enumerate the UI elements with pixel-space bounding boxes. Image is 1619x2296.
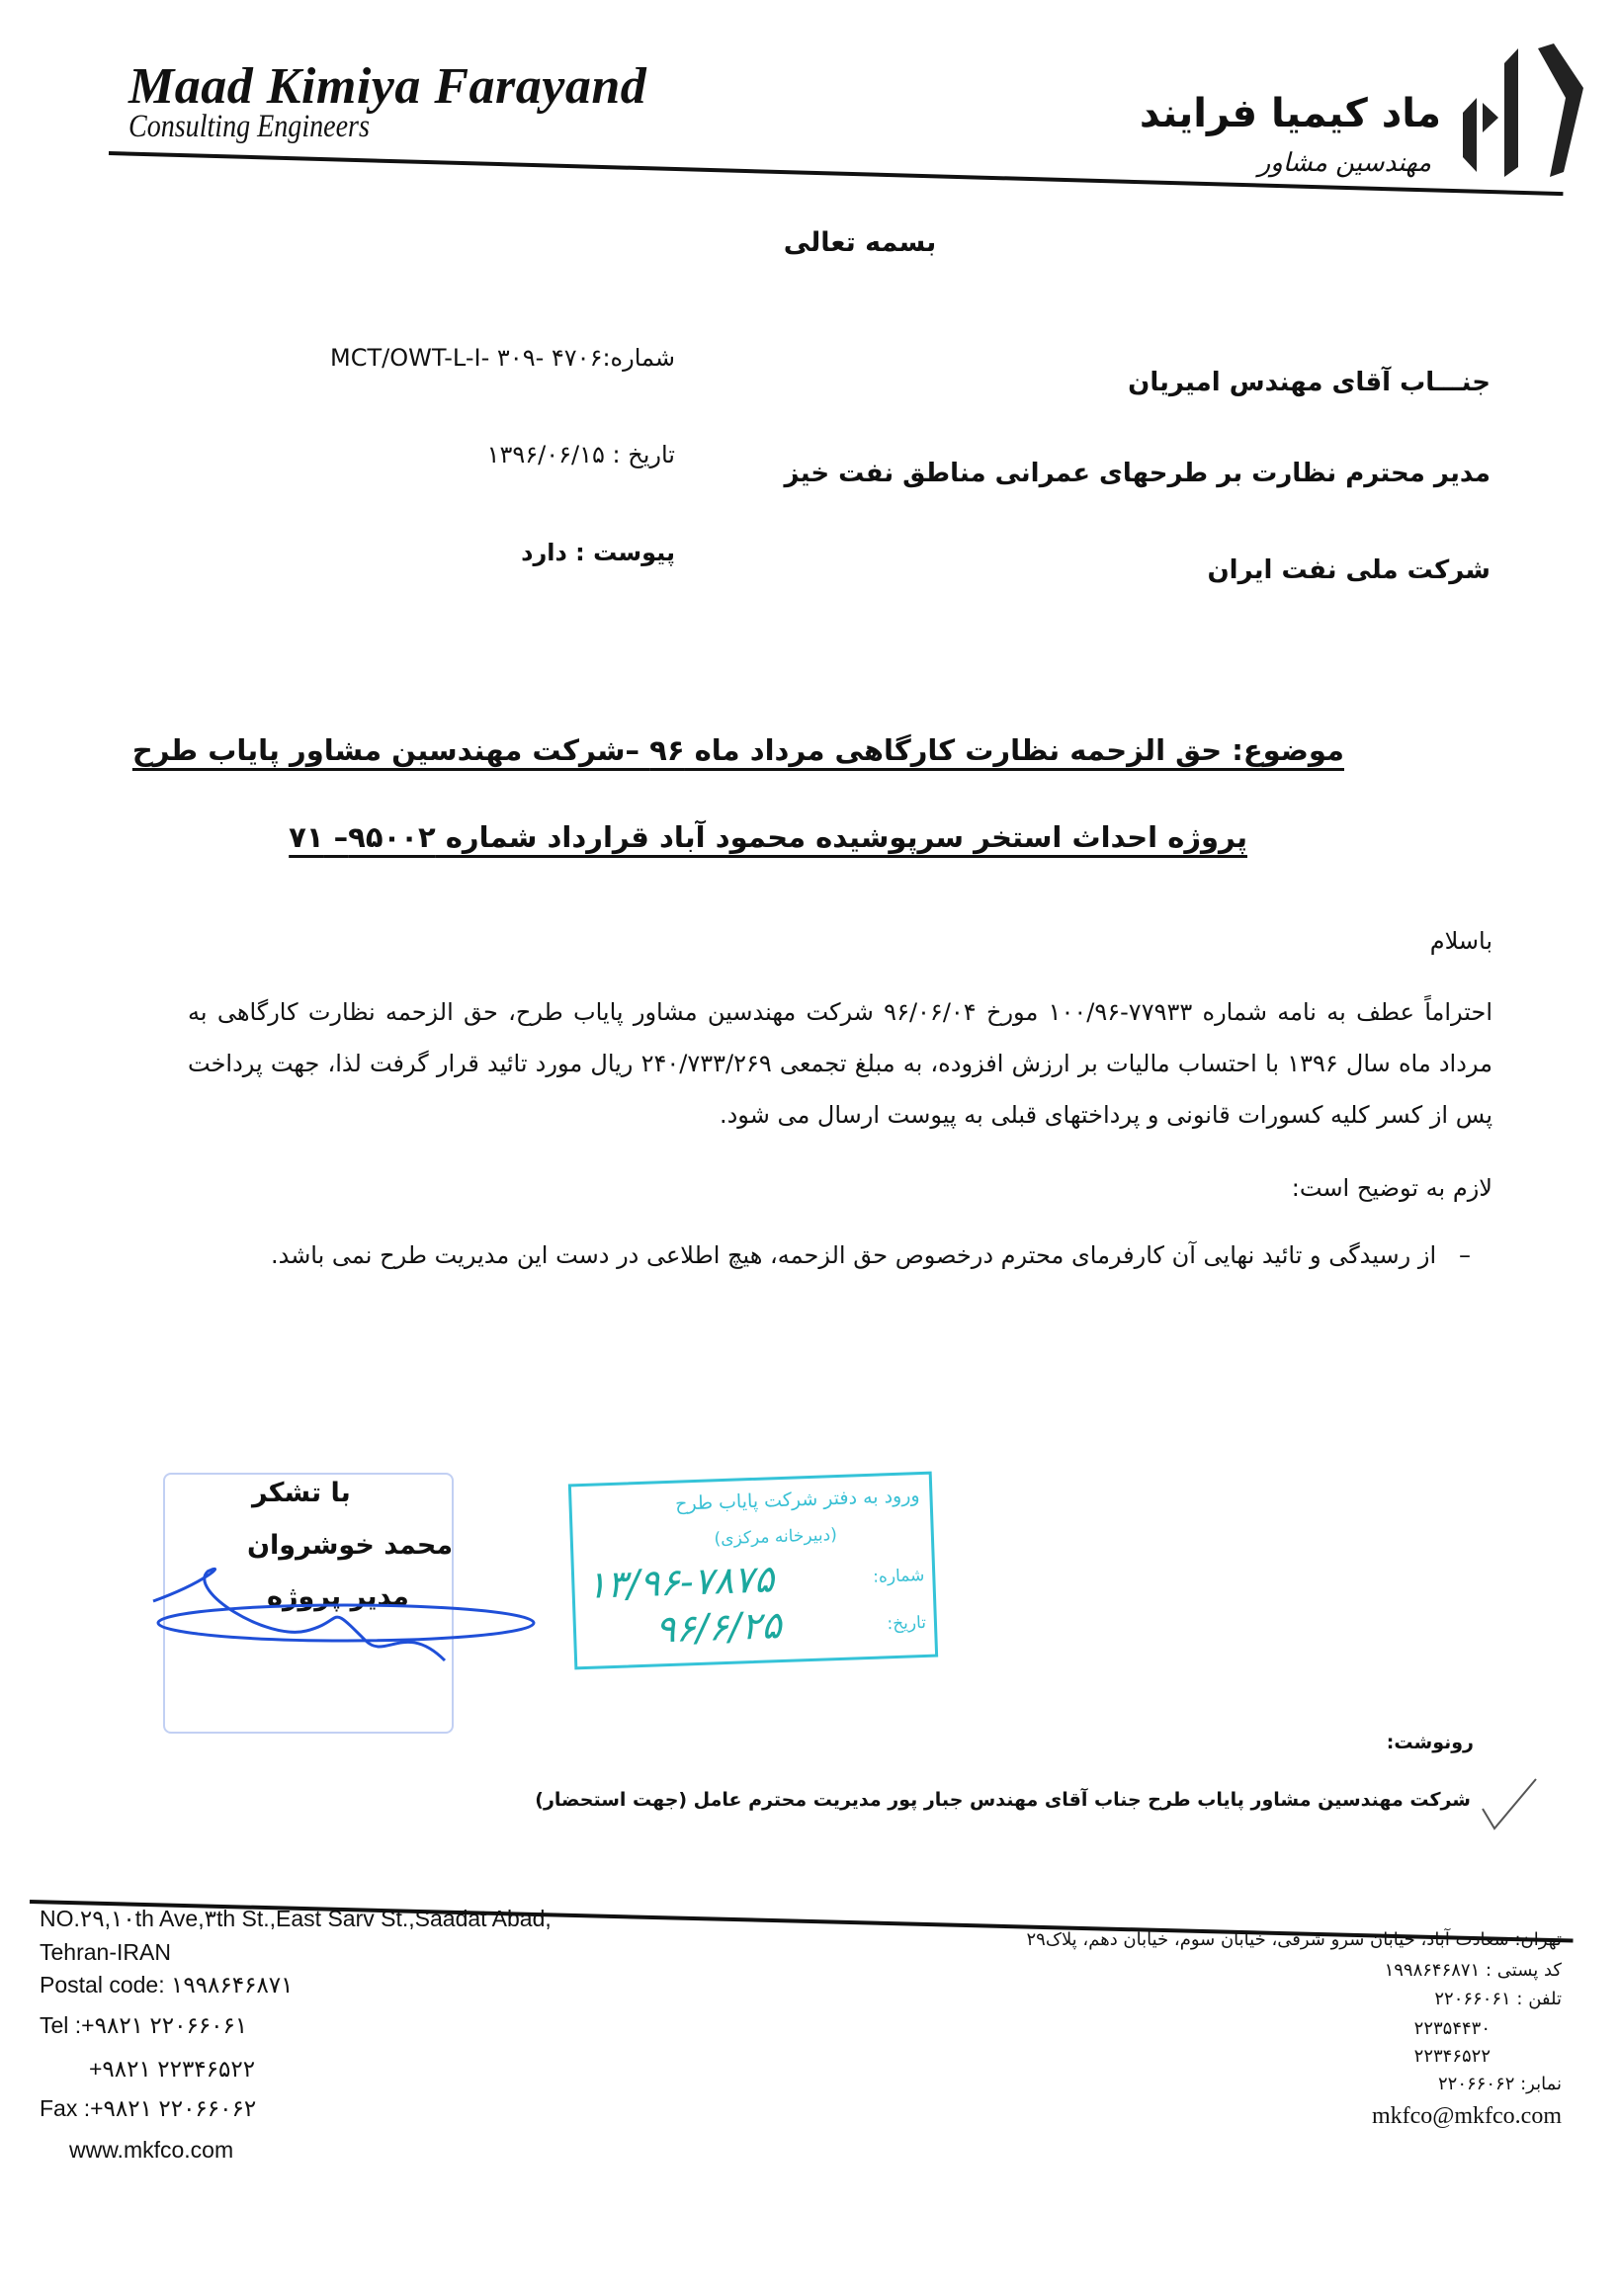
- footer-address-en-2: Tehran-IRAN: [40, 1939, 171, 1965]
- signer-title: مدیر پروژه: [267, 1581, 409, 1612]
- footer-tel-fa-1: تلفن : ۲۲۰۶۶۰۶۱: [1434, 1989, 1562, 2009]
- stamp-date-value: ۹۶/۶/۲۵: [654, 1603, 783, 1652]
- recipient-title: مدیر محترم نظارت بر طرحهای عمرانی مناطق نفت خیز: [784, 459, 1491, 488]
- recipient-name: جنـــاب آقای مهندس امیریان: [1128, 368, 1491, 397]
- footer-tel-en-2: +۹۸۲۱ ۲۲۳۴۶۵۲۲: [89, 2056, 256, 2082]
- footer-website[interactable]: www.mkfco.com: [69, 2137, 234, 2163]
- footer-tel-fa-3: ۲۲۳۴۶۵۲۲: [1413, 2046, 1491, 2067]
- mkf-logo-icon: [1455, 43, 1593, 182]
- bullet-dash: –: [1436, 1241, 1471, 1269]
- stamp-date-label: تاریخ:: [887, 1612, 927, 1635]
- stamp-number-label: شماره:: [872, 1565, 925, 1587]
- footer-tel-en-1: Tel :+۹۸۲۱ ۲۲۰۶۶۰۶۱: [40, 2012, 248, 2038]
- note-heading: لازم به توضیح است:: [1291, 1174, 1492, 1202]
- subject-line-2: پروژه احداث استخر سرپوشیده محمود آباد قرارداد شماره ۹۵۰۰۲– ۷۱: [289, 820, 1247, 854]
- company-name-en: Maad Kimiya Farayand: [128, 58, 647, 115]
- handwritten-signature: [148, 1562, 544, 1680]
- signer-name: محمد خوشروان: [247, 1530, 454, 1561]
- footer-address-fa: تهران: سعادت آباد، خیابان سرو شرقی، خیابان سوم، خیابان دهم، پلاک۲۹: [1026, 1929, 1562, 1950]
- company-name-fa: ماد کیمیا فرایند: [1139, 91, 1441, 136]
- stamp-heading: ورود به دفتر شرکت پایاب طرح: [674, 1485, 920, 1515]
- stamp-number-value: ۱۳/۹۶-۷۸۷۵: [585, 1557, 775, 1607]
- letter-number: شماره:۴۷۰۶ -MCT/OWT-L-I- ۳۰۹: [329, 344, 675, 372]
- footer-fax-fa: نمابر: ۲۲۰۶۶۰۶۲: [1438, 2074, 1562, 2094]
- letter-attachment: پیوست : دارد: [521, 539, 675, 566]
- closing: با تشکر: [252, 1478, 351, 1508]
- footer-postal-en: Postal code: ۱۹۹۸۶۴۶۸۷۱: [40, 1972, 294, 1998]
- received-stamp: [568, 1472, 938, 1670]
- footer-tel-fa-2: ۲۲۳۵۴۴۳۰: [1413, 2018, 1491, 2039]
- bullet-text: از رسیدگی و تائید نهایی آن کارفرمای محترم درخصوص حق الزحمه، هیچ اطلاعی در دست این مدیریت طرح نمی باشد.: [270, 1241, 1437, 1269]
- cc-line: شرکت مهندسین مشاور پایاب طرح جناب آقای مهندس جبار پور مدیریت محترم عامل (جهت استحضار): [535, 1789, 1471, 1811]
- checkmark-icon: [1481, 1774, 1540, 1833]
- invocation: بسمه تعالی: [783, 227, 937, 258]
- footer-fax-en: Fax :+۹۸۲۱ ۲۲۰۶۶۰۶۲: [40, 2095, 257, 2121]
- greeting: باسلام: [1429, 927, 1492, 955]
- footer-postal-fa: کد پستی : ۱۹۹۸۶۴۶۸۷۱: [1384, 1960, 1562, 1981]
- company-subtitle-fa: مهندسین مشاور: [1257, 148, 1431, 178]
- stamp-subheading: (دبیرخانه مرکزی): [714, 1525, 838, 1550]
- footer-email[interactable]: mkfco@mkfco.com: [1371, 2103, 1562, 2129]
- body-paragraph: احتراماً عطف به نامه شماره ۷۷۹۳۳-۱۰۰/۹۶ مورخ ۹۶/۰۶/۰۴ شرکت مهندسین مشاور پایاب طرح، حق الزحمه نظارت کارگاهی به مرداد ماه سال ۱۳۹۶ با احتساب مالیات بر ارزش افزوده، به مبلغ تجمعی ۲۴۰/۷۳۳/۲۶۹ ریال مورد تائید قرار گرفت لذا، جهت پرداخت پس از کسر کلیه کسورات قانونی و پرداختهای قبلی به پیوست ارسال می شود.: [188, 998, 1493, 1129]
- cc-label: رونوشت:: [1386, 1732, 1474, 1753]
- company-subtitle-en: Consulting Engineers: [128, 109, 370, 144]
- recipient-organization: شرکت ملی نفت ایران: [1207, 555, 1491, 585]
- letter-date: تاریخ : ۱۳۹۶/۰۶/۱۵: [486, 441, 675, 468]
- note-bullet: [271, 1241, 1471, 1269]
- subject-line-1: موضوع: حق الزحمه نظارت کارگاهی مرداد ماه ۹۶ –شرکت مهندسین مشاور پایاب طرح: [131, 733, 1344, 767]
- footer-address-en-1: NO.۲۹,۱۰th Ave,۳th St.,East Sarv St.,Saadat Abad,: [40, 1906, 552, 1931]
